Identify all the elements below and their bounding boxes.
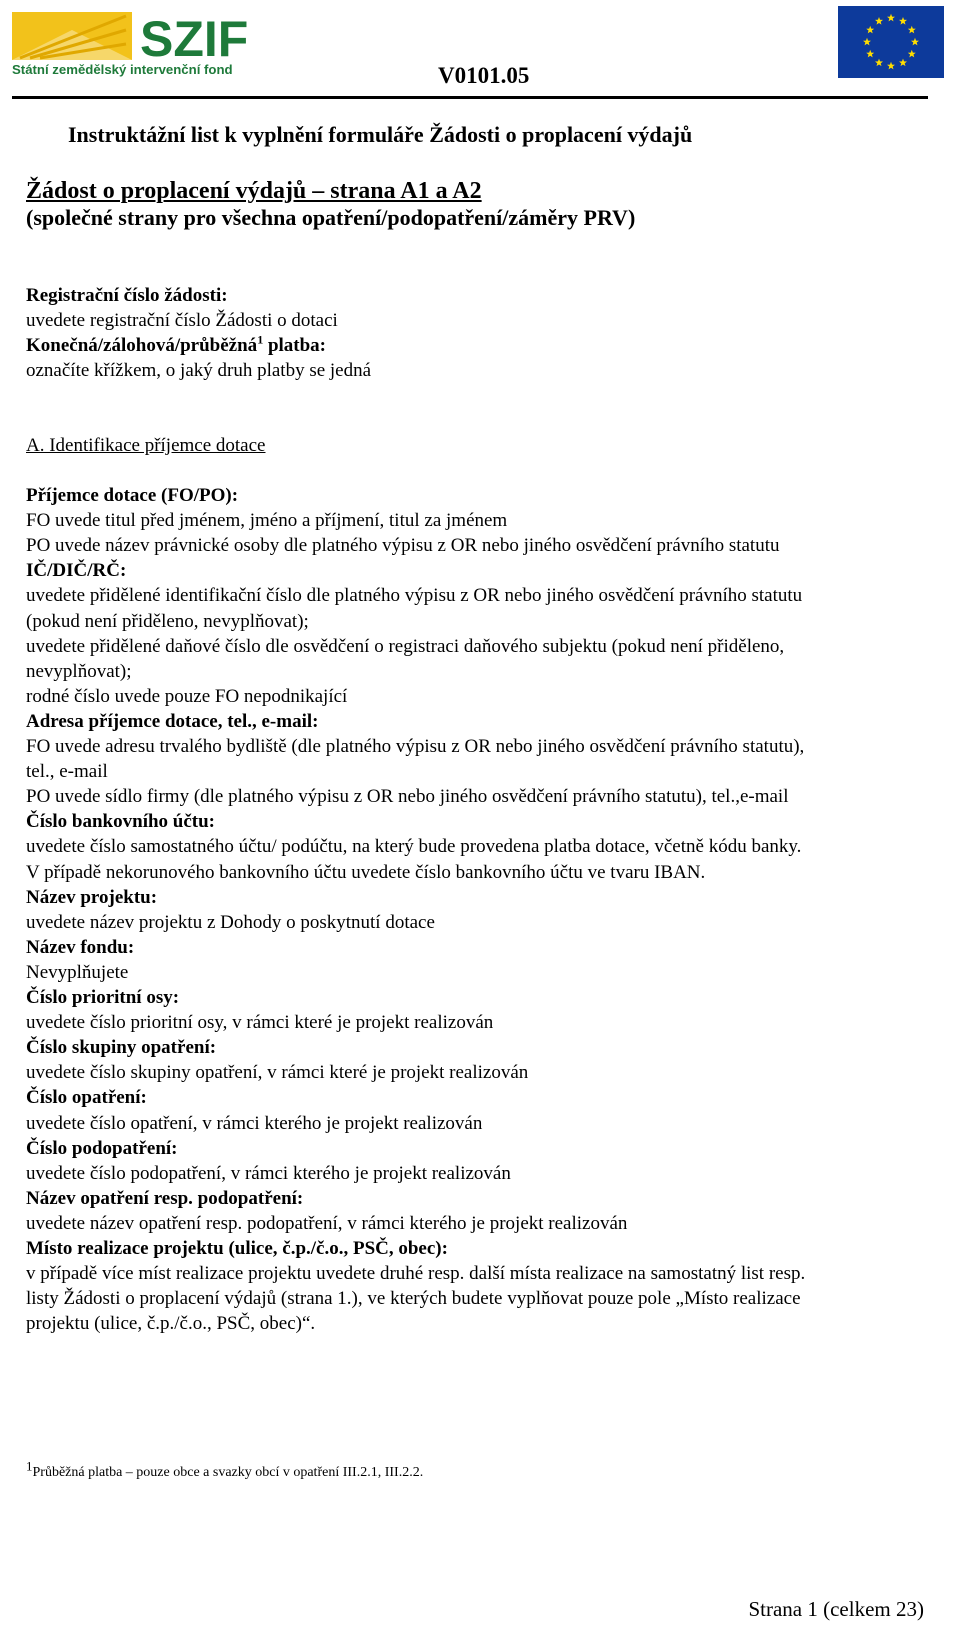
instruction-line: IČ/DIČ/RČ: — [26, 560, 127, 582]
instruction-line: Nevyplňujete — [26, 961, 129, 983]
page-number: Strana 1 (celkem 23) — [748, 1597, 924, 1621]
page-header — [0, 0, 960, 102]
instruction-line: (pokud není přiděleno, nevyplňovat); — [26, 610, 309, 632]
footnote-ref: 1 — [257, 332, 264, 347]
instruction-line: Název fondu: — [26, 936, 135, 958]
instruction-line: uvedete přidělené identifikační číslo dle platného výpisu z OR nebo jiného osvědčení právního statutu — [26, 585, 803, 607]
instruction-line: V případě nekorunového bankovního účtu uvedete číslo bankovního účtu ve tvaru IBAN. — [26, 861, 706, 883]
document-version: V0101.05 — [438, 63, 530, 88]
instruction-line: uvedete číslo prioritní osy, v rámci které je projekt realizován — [26, 1012, 494, 1034]
footnote-text: Průběžná platba – pouze obce a svazky obcí v opatření III.2.1, III.2.2. — [32, 1465, 424, 1480]
registration-label: Registrační číslo žádosti: — [26, 285, 228, 306]
instruction-line: uvedete číslo opatření, v rámci kterého je projekt realizován — [26, 1112, 483, 1134]
instruction-line: Adresa příjemce dotace, tel., e-mail: — [26, 710, 319, 732]
eu-flag-icon — [838, 6, 944, 78]
header-divider — [12, 96, 928, 99]
instruction-line: Místo realizace projektu (ulice, č.p./č.o., PSČ, obec): — [26, 1238, 448, 1259]
instruction-line: uvedete přidělené daňové číslo dle osvědčení o registraci daňového subjektu (pokud není přiděleno, — [26, 635, 785, 657]
instruction-line: Číslo prioritní osy: — [26, 987, 180, 1008]
payment-type-text: označíte křížkem, o jaký druh platby se jedná — [26, 360, 372, 381]
instruction-line: rodné číslo uvede pouze FO nepodnikající — [26, 685, 348, 707]
instruction-line: Číslo bankovního účtu: — [26, 811, 216, 833]
instruction-line: projektu (ulice, č.p./č.o., PSČ, obec)“. — [26, 1313, 316, 1335]
instruction-line: PO uvede název právnické osoby dle platného výpisu z OR nebo jiného osvědčení právního statutu — [26, 535, 780, 557]
instruction-line: Příjemce dotace (FO/PO): — [26, 485, 239, 506]
instruction-line: PO uvede sídlo firmy (dle platného výpisu z OR nebo jiného osvědčení právního statutu), tel.,e-mail — [26, 786, 789, 808]
instruction-line: uvedete číslo samostatného účtu/ podúčtu, na který bude provedena platba dotace, včetně kódu banky. — [26, 836, 802, 858]
document-title: Instruktážní list k vyplnění formuláře Žádosti o proplacení výdajů — [68, 122, 693, 147]
footnote — [26, 1458, 424, 1482]
szif-logo-subtitle: Státní zemědělský intervenční fond — [12, 62, 233, 77]
instruction-line: Název projektu: — [26, 886, 158, 908]
szif-logo-text: SZIF — [140, 11, 249, 67]
instruction-line: tel., e-mail — [26, 761, 108, 783]
registration-text: uvedete registrační číslo Žádosti o dotaci — [26, 310, 338, 331]
instruction-line: uvedete číslo podopatření, v rámci kterého je projekt realizován — [26, 1162, 511, 1184]
section-title: Žádost o proplacení výdajů – strana A1 a A2 — [26, 178, 482, 204]
szif-logo — [10, 6, 270, 78]
footnote-number: 1 — [26, 1458, 33, 1474]
part-a-title: A. Identifikace příjemce dotace — [26, 435, 266, 456]
instruction-line: uvedete číslo skupiny opatření, v rámci které je projekt realizován — [26, 1062, 529, 1084]
section-subtitle: (společné strany pro všechna opatření/podopatření/záměry PRV) — [26, 205, 636, 230]
payment-type-label: Konečná/zálohová/průběžná$^1$ platba: — [26, 332, 327, 356]
instruction-line: v případě více míst realizace projektu uvedete druhé resp. další místa realizace na samostatný list resp. — [26, 1263, 806, 1285]
instruction-line: Číslo podopatření: — [26, 1137, 178, 1159]
instruction-line: listy Žádosti o proplacení výdajů (strana 1.), ve kterých budete vyplňovat pouze pole „Místo realizace — [26, 1288, 801, 1310]
instruction-line: Číslo opatření: — [26, 1087, 147, 1109]
instruction-line: Číslo skupiny opatření: — [26, 1037, 217, 1059]
instruction-line: nevyplňovat); — [26, 660, 132, 682]
instruction-line: FO uvede titul před jménem, jméno a příjmení, titul za jménem — [26, 510, 508, 532]
instruction-line: FO uvede adresu trvalého bydliště (dle platného výpisu z OR nebo jiného osvědčení právního statutu), — [26, 736, 805, 757]
instruction-line: uvedete název opatření resp. podopatření, v rámci kterého je projekt realizován — [26, 1212, 628, 1234]
instruction-line: uvedete název projektu z Dohody o poskytnutí dotace — [26, 911, 435, 933]
instruction-line: Název opatření resp. podopatření: — [26, 1187, 304, 1209]
